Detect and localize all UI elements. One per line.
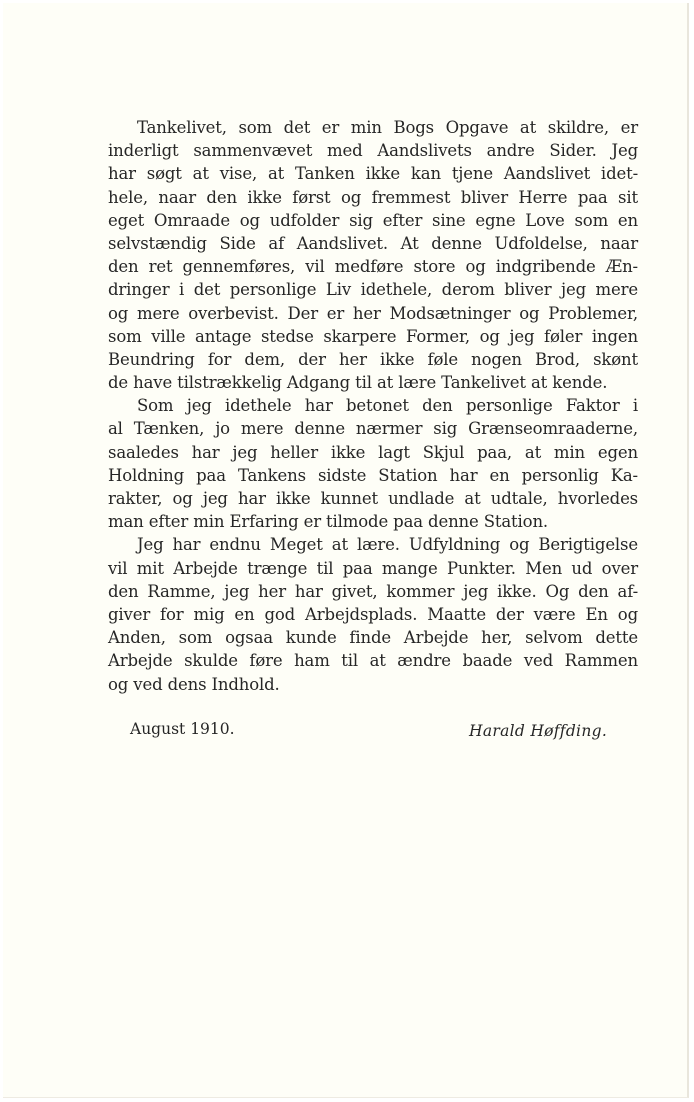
text-line: og ved dens Indhold. xyxy=(108,674,280,694)
text-line: selvstændig Side af Aandslivet. At denne Udfoldelse, naar xyxy=(108,233,638,253)
text-line: Beundring for dem, der her ikke føle nogen Brod, skønt xyxy=(108,349,638,369)
text-line: som ville antage stedse skarpere Former, og jeg føler ingen xyxy=(108,326,638,346)
author-signature: Harald Høffding. xyxy=(469,722,608,740)
text-line: man efter min Erfaring er tilmode paa denne Station. xyxy=(108,512,549,532)
text-line: rakter, og jeg har ikke kunnet undlade at udtale, hvorledes xyxy=(108,489,638,508)
text-line: Tankelivet, som det er min Bogs Opgave at skildre, er xyxy=(137,118,638,137)
text-line: den Ramme, jeg her har givet, kommer jeg ikke. Og den af- xyxy=(108,581,638,601)
text-line: Som jeg idethele har betonet den personlige Faktor i xyxy=(137,396,638,416)
text-line: Holdning paa Tankens sidste Station har en personlig Ka- xyxy=(108,465,638,485)
text-line: den ret gennemføres, vil medføre store og indgribende Æn- xyxy=(108,257,638,277)
text-line: hele, naar den ikke først og fremmest bliver Herre paa sit xyxy=(108,187,638,207)
text-line: giver for mig en god Arbejdsplads. Maatte der være En og xyxy=(108,604,638,624)
text-line: Jeg har endnu Meget at lære. Udfyldning og Berigtigelse xyxy=(137,535,638,555)
preface-date: August 1910. xyxy=(130,720,235,738)
text-line: inderligt sammenvævet med Aandslivets andre Sider. Jeg xyxy=(108,141,638,161)
text-line: og mere overbevist. Der er her Modsætninger og Problemer, xyxy=(108,303,638,323)
text-line: al Tænken, jo mere denne nærmer sig Grænseomraaderne, xyxy=(108,419,638,439)
page xyxy=(3,3,689,1098)
text-line: saaledes har jeg heller ikke lagt Skjul paa, at min egen xyxy=(108,442,638,462)
text-line: vil mit Arbejde trænge til paa mange Punkter. Men ud over xyxy=(108,558,638,578)
text-line: de have tilstrækkelig Adgang til at lære Tankelivet at kende. xyxy=(108,373,608,393)
text-line: har søgt at vise, at Tanken ikke kan tjene Aandslivet idet- xyxy=(108,164,638,184)
preface-text xyxy=(108,116,638,696)
text-line: Anden, som ogsaa kunde finde Arbejde her, selvom dette xyxy=(108,628,638,648)
text-line: Arbejde skulde føre ham til at ændre baade ved Rammen xyxy=(108,651,638,671)
text-line: eget Omraade og udfolder sig efter sine egne Love som en xyxy=(108,210,638,230)
text-line: dringer i det personlige Liv idethele, derom bliver jeg mere xyxy=(108,280,638,300)
